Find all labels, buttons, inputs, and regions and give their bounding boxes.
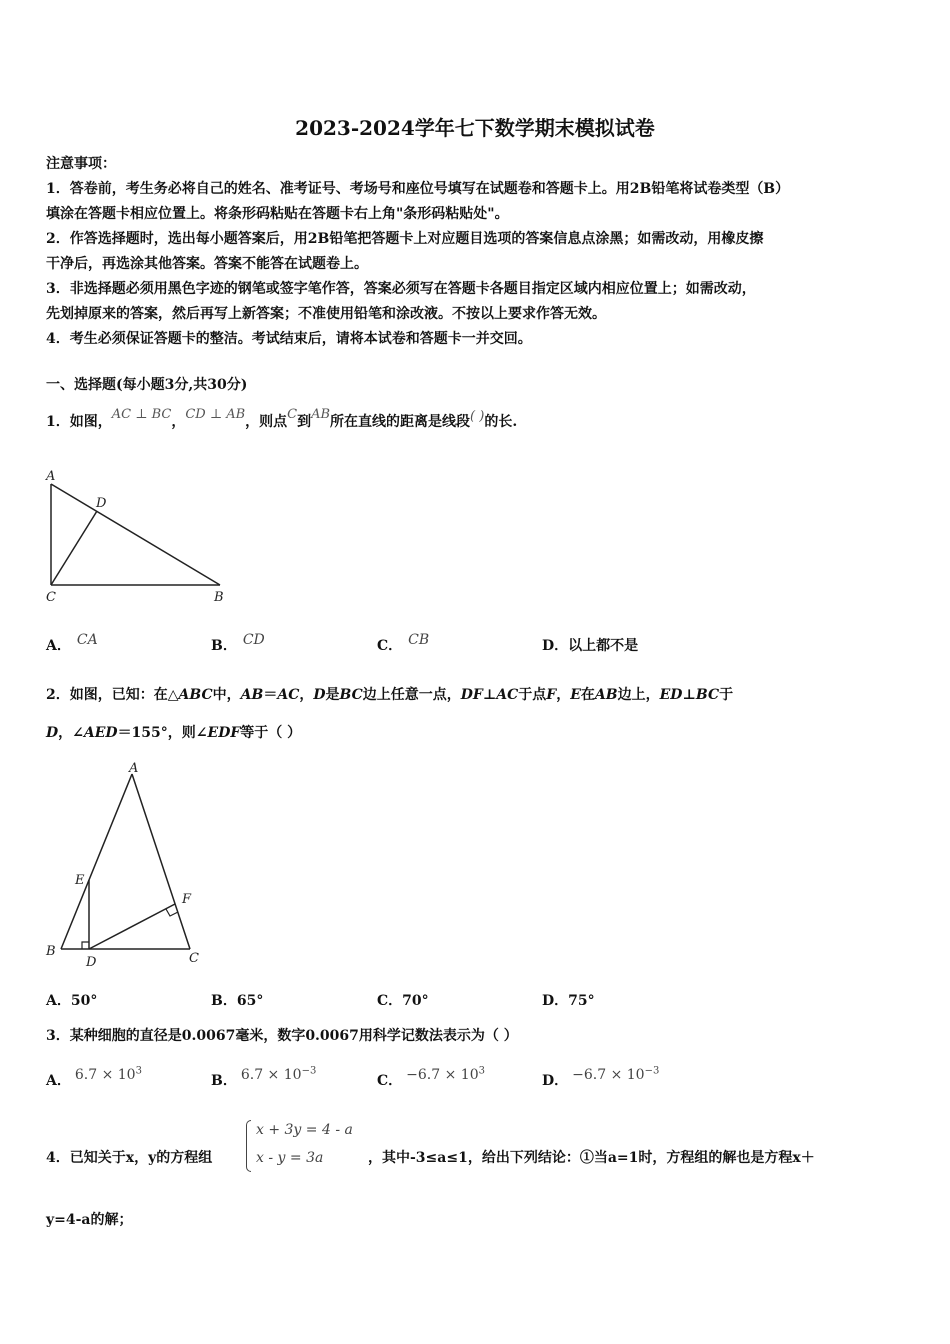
equation-2: x - y = 3a <box>256 1150 324 1166</box>
label-c: C <box>46 590 56 605</box>
q2-text: 于 <box>719 687 734 703</box>
notes-block <box>46 152 906 352</box>
option-label: B． <box>211 638 237 654</box>
option-value: 50° <box>70 993 98 1009</box>
right-angle-mark-f <box>166 909 178 916</box>
figure-q1-triangle <box>40 465 240 610</box>
question-2-stem-line2 <box>46 722 301 742</box>
q2-eq: ＝ <box>263 687 278 703</box>
notes-line: 1．答卷前，考生务必将自己的姓名、准考证号、考场号和座位号填写在试题卷和答题卡上。用2B铅笔将试卷类型（B） <box>46 181 790 197</box>
math-c: C <box>287 407 298 422</box>
q1-option-b[interactable] <box>211 632 265 655</box>
q2-text: 边上， <box>617 687 660 703</box>
option-label: C． <box>377 993 403 1009</box>
sci-exponent: −3 <box>301 1065 317 1077</box>
option-value <box>241 1067 316 1083</box>
label-f: F <box>182 892 192 907</box>
q3-option-a[interactable] <box>46 1065 142 1090</box>
option-label: A． <box>46 1073 71 1089</box>
equation-1: x + 3y = 4 - a <box>256 1122 353 1138</box>
figure-q2-triangle <box>40 760 220 975</box>
option-label: A． <box>46 993 71 1009</box>
notes-line: 干净后，再选涂其他答案。答案不能答在试题卷上。 <box>46 256 368 272</box>
q2-ed: ED <box>659 687 683 703</box>
q2-e: E <box>570 687 581 703</box>
right-angle-mark-d <box>82 942 89 949</box>
option-label: D． <box>542 993 569 1009</box>
label-d: D <box>96 496 107 511</box>
notes-line: 4．考生必须保证答题卡的整洁。考试结束后，请将本试卷和答题卡一并交回。 <box>46 331 532 347</box>
q2-text: 等于（ ） <box>240 725 302 741</box>
q2-option-c[interactable] <box>377 990 429 1010</box>
q2-text: ，∠ <box>58 725 84 741</box>
q1-prefix: 1．如图， <box>46 414 112 430</box>
q2-bc: BC <box>695 687 720 703</box>
q2-text: 中， <box>212 687 241 703</box>
option-value <box>572 1067 659 1083</box>
q3-option-c[interactable] <box>377 1065 485 1090</box>
q2-text: 2．如图，已知：在△ <box>46 687 179 703</box>
option-value <box>406 1067 485 1083</box>
q2-aed: AED <box>83 725 118 741</box>
notes-heading: 注意事项： <box>46 156 116 172</box>
answer-paren: ( ) <box>470 409 485 424</box>
q1-option-d[interactable] <box>542 635 638 655</box>
q1-comma: ， <box>171 414 186 430</box>
option-label: D． <box>542 638 569 654</box>
q2-d: D <box>313 687 326 703</box>
notes-line: 3．非选择题必须用黑色字迹的钢笔或签字笔作答，答案必须写在答题卡各题目指定区域内相应位置上；如需改动， <box>46 281 756 297</box>
q2-bc: BC <box>339 687 363 703</box>
segment-cd <box>51 511 97 585</box>
sci-exponent: 3 <box>135 1065 142 1077</box>
q2-option-d[interactable] <box>542 990 595 1010</box>
notes-line: 填涂在答题卡相应位置上。将条形码粘贴在答题卡右上角"条形码粘贴处"。 <box>46 206 509 222</box>
notes-line: 先划掉原来的答案，然后再写上新答案；不准使用铅笔和涂改液。不按以上要求作答无效。 <box>46 306 606 322</box>
q2-d: D <box>46 725 59 741</box>
label-b: B <box>46 944 56 959</box>
option-value: 70° <box>402 993 429 1009</box>
q2-ab: AB <box>594 687 618 703</box>
option-value: 以上都不是 <box>568 638 639 654</box>
q2-comma: ， <box>556 687 571 703</box>
label-a: A <box>129 761 139 776</box>
option-label: B． <box>211 993 237 1009</box>
option-label: D． <box>542 1073 569 1089</box>
q2-abc: ABC <box>178 687 213 703</box>
sci-base: 6.7 × 10 <box>74 1067 136 1083</box>
sci-exponent: −3 <box>644 1065 660 1077</box>
section-heading: 一、选择题(每小题3分,共30分) <box>46 377 248 393</box>
option-label: A． <box>46 638 71 654</box>
option-value <box>75 1067 142 1083</box>
q2-perp: ⊥ <box>482 687 497 703</box>
q2-edf: EDF <box>207 725 241 741</box>
q2-f: F <box>546 687 557 703</box>
option-value: CB <box>408 632 430 648</box>
question-4-prefix: 4．已知关于x，y的方程组 <box>46 1150 213 1166</box>
equation-system-brace <box>246 1120 251 1172</box>
q2-option-b[interactable] <box>211 990 263 1010</box>
option-value: 75° <box>568 993 595 1009</box>
math-ac-perp-bc: AC ⊥ BC <box>111 407 172 422</box>
segment-df <box>89 904 175 949</box>
q2-option-a[interactable] <box>46 990 97 1010</box>
sci-base: 6.7 × 10 <box>240 1067 302 1083</box>
q2-text: 于点 <box>518 687 547 703</box>
label-e: E <box>75 873 85 888</box>
q2-text: ＝155°，则∠ <box>117 725 208 741</box>
option-value: CD <box>242 632 265 648</box>
q3-option-b[interactable] <box>211 1065 317 1090</box>
math-cd-perp-ab: CD ⊥ AB <box>185 407 246 422</box>
q2-perp: ⊥ <box>682 687 696 703</box>
math-ab: AB <box>311 407 331 422</box>
sci-exponent: 3 <box>478 1065 485 1077</box>
q2-ac: AC <box>277 687 300 703</box>
option-label: C． <box>377 638 403 654</box>
q1-option-a[interactable] <box>46 632 98 655</box>
q3-option-d[interactable] <box>542 1065 660 1090</box>
question-1-stem <box>46 407 518 431</box>
q2-text: 是 <box>325 687 340 703</box>
q2-comma: ， <box>299 687 314 703</box>
q2-text: 边上任意一点， <box>362 687 461 703</box>
label-d: D <box>86 955 97 970</box>
label-b: B <box>214 590 224 605</box>
q2-df: DF <box>460 687 483 703</box>
q1-tail: 所在直线的距离是线段 <box>330 414 471 430</box>
label-c: C <box>189 951 199 966</box>
q1-mid: ，则点 <box>245 414 288 430</box>
page-title: 2023-2024学年七下数学期末模拟试卷 <box>295 116 655 140</box>
notes-line: 2．作答选择题时，选出每小题答案后，用2B铅笔把答题卡上对应题目选项的答案信息点涂黑；如需改动，用橡皮擦 <box>46 231 764 247</box>
q2-ab: AB <box>240 687 264 703</box>
option-label: C． <box>377 1073 403 1089</box>
question-2-stem-line1 <box>46 684 733 704</box>
q2-ac: AC <box>496 687 519 703</box>
q2-text: 在 <box>580 687 595 703</box>
segment-ab <box>61 774 132 949</box>
sci-base: −6.7 × 10 <box>406 1067 479 1083</box>
option-value: 65° <box>236 993 264 1009</box>
sci-base: −6.7 × 10 <box>572 1067 645 1083</box>
option-label: B． <box>211 1073 237 1089</box>
question-4-tail: ，其中-3≤a≤1，给出下列结论：①当a=1时，方程组的解也是方程x＋ <box>368 1150 815 1166</box>
segment-ab <box>51 484 220 585</box>
option-value: CA <box>76 632 98 648</box>
q1-end: 的长. <box>484 414 518 430</box>
label-a: A <box>46 469 56 484</box>
question-4-line2: y=4-a的解； <box>46 1212 133 1228</box>
q1-to: 到 <box>297 414 312 430</box>
q1-option-c[interactable] <box>377 632 430 655</box>
question-3-stem: 3．某种细胞的直径是0.0067毫米，数字0.0067用科学记数法表示为（ ） <box>46 1028 518 1044</box>
